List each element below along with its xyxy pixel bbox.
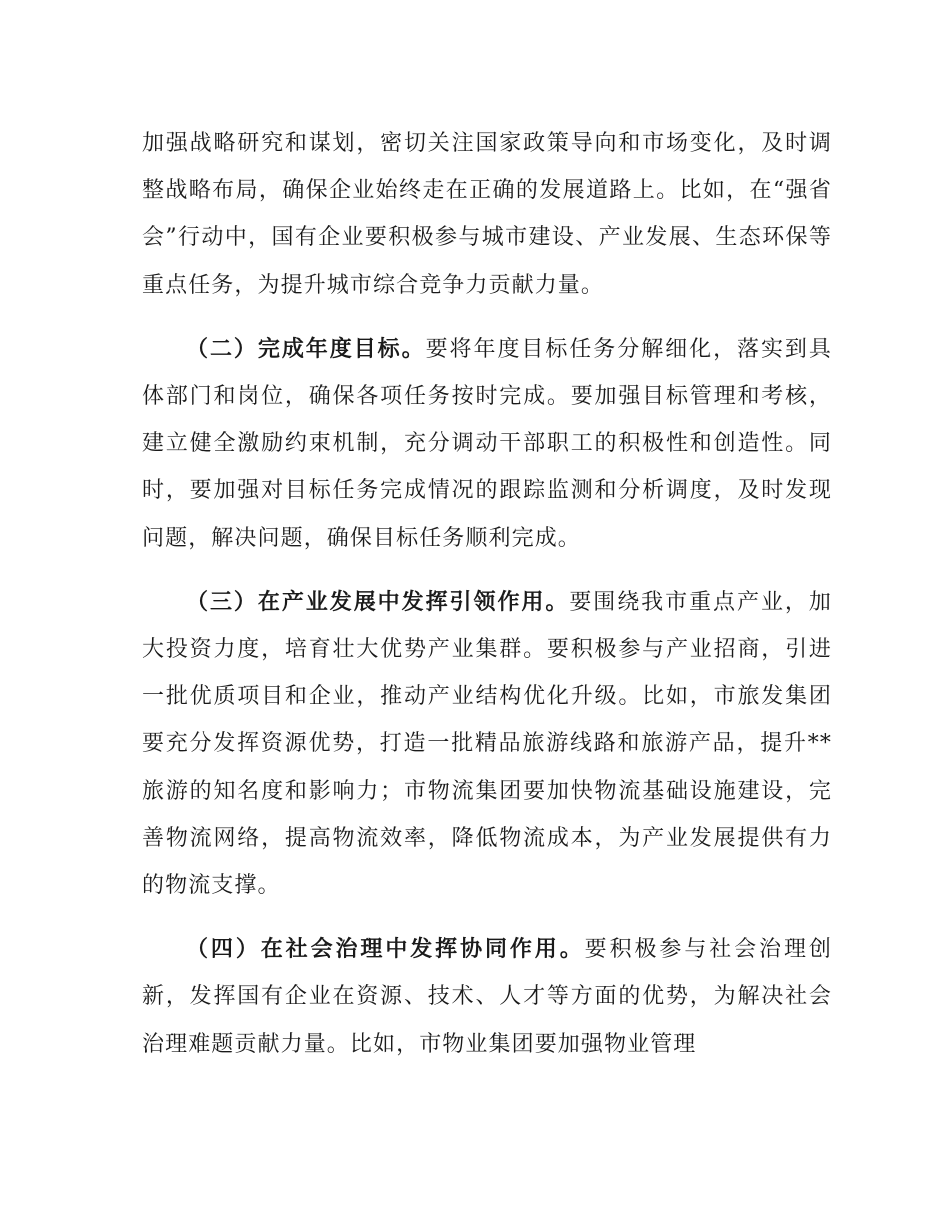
paragraph-strategy (142, 120, 832, 309)
paragraph-heading: （三）在产业发展中发挥引领作用。 (186, 589, 570, 615)
paragraph-text: 加强战略研究和谋划，密切关注国家政策导向和市场变化，及时调整战略布局，确保企业始终走在正确的发展道路上。比如，在“强省会”行动中，国有企业要积极参与城市建设、产业发展、生态环保等重点任务，为提升城市综合竞争力贡献力量。 (142, 131, 832, 298)
document-body (142, 120, 832, 1085)
paragraph-text: 要积极参与社会治理创新，发挥国有企业在资源、技术、人才等方面的优势，为解决社会治理难题贡献力量。比如，市物业集团要加强物业管理 (142, 937, 832, 1057)
paragraph-industry-development (142, 579, 832, 909)
paragraph-heading: （四）在社会治理中发挥协同作用。 (186, 937, 585, 963)
paragraph-heading: （二）完成年度目标。 (186, 336, 426, 362)
paragraph-text: 要将年度目标任务分解细化，落实到具体部门和岗位，确保各项任务按时完成。要加强目标管理和考核，建立健全激励约束机制，充分调动干部职工的积极性和创造性。同时，要加强对目标任务完成情况的跟踪监测和分析调度，及时发现问题，解决问题，确保目标任务顺利完成。 (142, 336, 832, 551)
paragraph-social-governance (142, 926, 832, 1068)
paragraph-annual-goals (142, 326, 832, 562)
paragraph-text: 要围绕我市重点产业，加大投资力度，培育壮大优势产业集群。要积极参与产业招商，引进一批优质项目和企业，推动产业结构优化升级。比如，市旅发集团要充分发挥资源优势，打造一批精品旅游线路和旅游产品，提升**旅游的知名度和影响力；市物流集团要加快物流基础设施建设，完善物流网络，提高物流效率，降低物流成本，为产业发展提供有力的物流支撑。 (142, 589, 832, 899)
